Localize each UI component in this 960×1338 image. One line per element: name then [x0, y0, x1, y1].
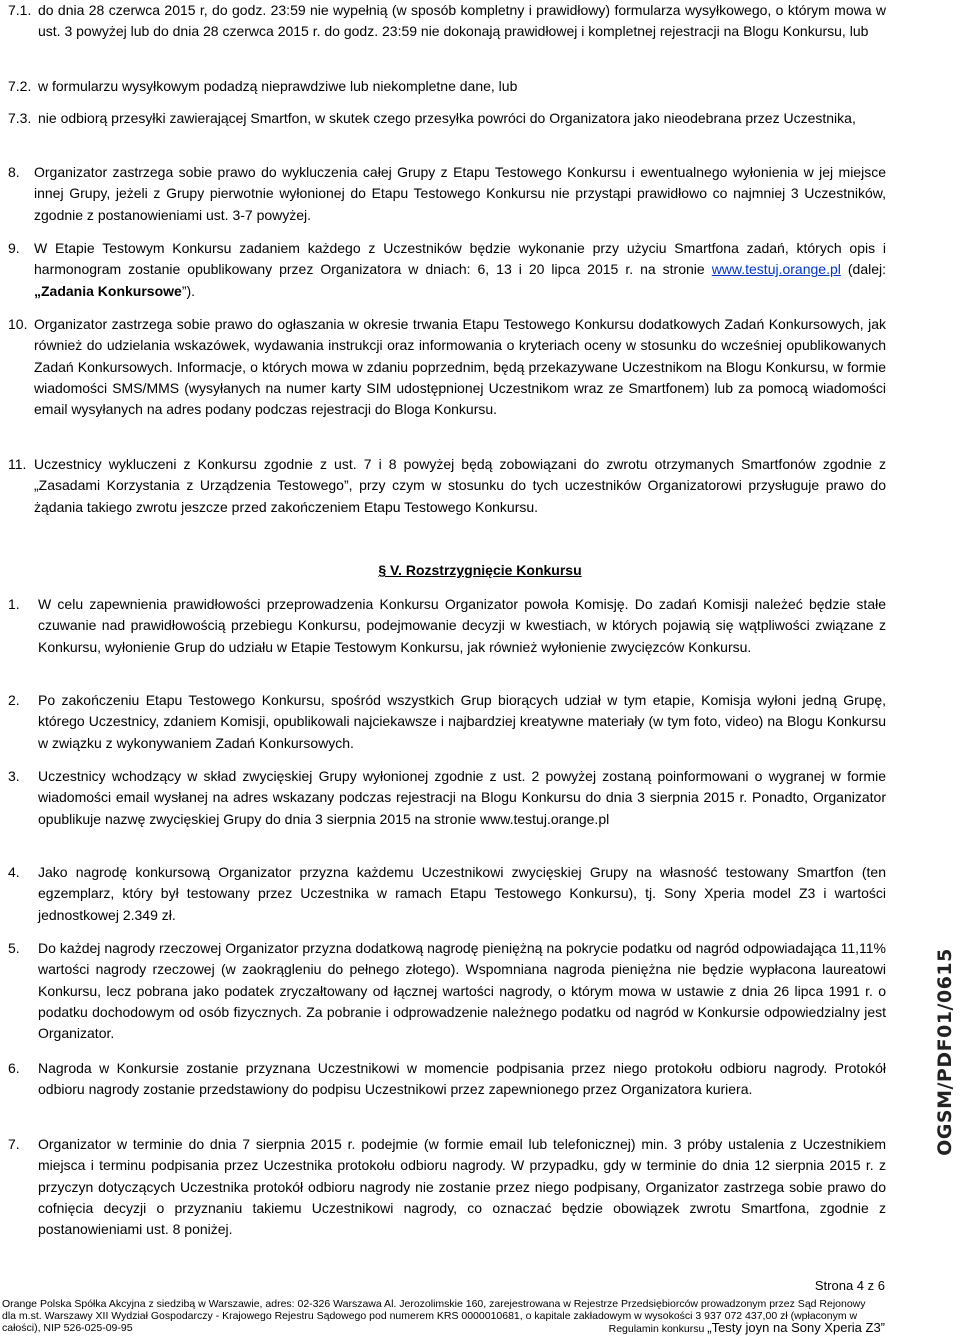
item-number: 7.3. [8, 110, 32, 126]
paragraph-text: Po zakończeniu Etapu Testowego Konkursu, spośród wszystkich Grup biorących udział w tym etapie, Komisja wyłoni jedną Grupę, którego Uczestnicy, zdaniem Komisji, opublikowali najciekawsze i najbardziej kreatywne materiały (w tym foto, video) na Blogu Konkursu w związku z wykonywaniem Zadań Konkursowych. [38, 692, 886, 751]
paragraph-text: Organizator zastrzega sobie prawo do wykluczenia całej Grupy z Etapu Testowego Konkursu i ewentualnego wyłonienia w jej miejsce innej Grupy, jeżeli z Grupy pierwotnie wyłonionej do Etapu Testowego Konkursu nie przystąpi prawidłowo co najmniej 3 Uczestników, zgodnie z postanowieniami ust. 3-7 powyżej. [34, 164, 886, 223]
paragraph-7-2 [38, 76, 886, 97]
footer-company-line-1: Orange Polska Spółka Akcyjna z siedzibą w Warszawie, adres: 02-326 Warszawa Al. Jerozolimskie 160, zarejestrowana w Rejestrze Przedsiębiorców prowadzonym przez Sąd Rejonowy [2, 1298, 866, 1310]
item-number: 7.1. [8, 2, 32, 18]
footer-regulation-title [609, 1320, 885, 1335]
paragraph-text: Organizator w terminie do dnia 7 sierpnia 2015 r. podejmie (w formie email lub telefonicznej) min. 3 próby ustalenia z Uczestnikiem miejsca i terminu podpisania przez Uczestnika protokołu odbioru nagrody. W przypadku, gdy w terminie do dnia 12 sierpnia 2015 r. z przyczyn dotyczących Uczestnika protokół odbioru nagrody nie zostanie przez niego podpisany, Organizator zastrzega sobie prawo do cofnięcia decyzji o przyznaniu takiemu Uczestnikowi nagrody, co oznaczać będzie obowiązek zwrotu Smartfona, zgodnie z postanowieniami ust. 8 poniżej. [38, 1136, 886, 1238]
section-v-paragraph-4 [38, 862, 886, 926]
item-number: 4. [8, 864, 20, 880]
section-v-paragraph-3 [38, 766, 886, 830]
item-number: 9. [8, 240, 20, 256]
paragraph-8 [34, 162, 886, 226]
testuj-link[interactable]: www.testuj.orange.pl [711, 261, 841, 278]
item-number: 5. [8, 940, 20, 956]
paragraph-text: Jako nagrodę konkursową Organizator przyzna każdemu Uczestnikowi zwycięskiej Grupy na własność testowany Smartfon (ten egzemplarz, który był testowany przez Uczestnika w ramach Etapu Testowego Konkursu), tj. Sony Xperia model Z3 i wartości jednostkowej 2.349 zł. [38, 864, 886, 923]
item-number: 10. [8, 316, 28, 332]
paragraph-7-1 [38, 0, 886, 43]
footer-contest-name: „Testy joyn na Sony Xperia Z3” [707, 1320, 885, 1335]
paragraph-7-3 [38, 108, 886, 129]
footer-company-line-2: dla m.st. Warszawy XII Wydział Gospodarczy - Krajowego Rejestru Sądowego pod numerem KRS 0000010681, o kapitale zakładowym w wysokości 3 937 072 437,00 zł (wpłaconym w [2, 1310, 858, 1322]
document-code-stamp: OGSM/PDF01/0615 [934, 948, 956, 1156]
paragraph-text: nie odbiorą przesyłki zawierającej Smartfon, w skutek czego przesyłka powróci do Organizatora jako nieodebrana przez Uczestnika, [38, 110, 856, 126]
item-number: 3. [8, 768, 20, 784]
paragraph-11 [34, 454, 886, 518]
paragraph-text: do dnia 28 czerwca 2015 r, do godz. 23:59 nie wypełnią (w sposób kompletny i prawidłowy) formularza wysyłkowego, o którym mowa w ust. 3 powyżej lub do dnia 28 czerwca 2015 r. do godz. 23:59 nie dokonają prawidłowej i kompletnej rejestracji na Blogu Konkursu, lub [38, 2, 886, 40]
section-v-paragraph-5 [38, 938, 886, 1044]
paragraph-text: W Etapie Testowym Konkursu zadaniem każdego z Uczestników będzie wykonanie przy użyciu Smartfona zadań, których opis i harmonogram zostanie opublikowany przez Organizatora w dniach: 6, 13 i 20 lipca 2015 r. na stronie [34, 240, 886, 278]
section-v-paragraph-2 [38, 690, 886, 754]
page-number: Strona 4 z 6 [814, 1278, 885, 1293]
item-number: 1. [8, 596, 20, 612]
footer-company-line-3: całości), NIP 526-025-09-95 [2, 1322, 133, 1334]
footer-regulation-label: Regulamin konkursu [608, 1323, 708, 1335]
paragraph-text: W celu zapewnienia prawidłowości przeprowadzenia Konkursu Organizator powoła Komisję. Do zadań Komisji należeć będzie stałe czuwanie nad prawidłowością przebiegu Konkursu, podejmowanie decyzji w kwestiach, w których pojawią się wątpliwości związane z Konkursu, wyłonienie Grup do udziału w Etapie Testowym Konkursu, jak również wyłonienie zwycięzców Konkursu. [38, 596, 886, 655]
paragraph-9 [34, 238, 886, 302]
paragraph-text: Nagroda w Konkursie zostanie przyznana Uczestnikowi w momencie podpisania przez niego protokołu odbioru nagrody. Protokół odbioru nagrody zostanie przedstawiony do podpisu Uczestnikowi przez zapewnionego przez Organizatora kuriera. [38, 1060, 886, 1098]
paragraph-text-end: ”). [181, 282, 196, 299]
paragraph-text: Uczestnicy wchodzący w skład zwycięskiej Grupy wyłonionej zgodnie z ust. 2 powyżej zostaną poinformowani o wygranej w formie wiadomości email wysłanej na adres wskazany podczas rejestracji na Blogu Konkursu do dnia 3 sierpnia 2015 r. Ponadto, Organizator opublikuje nazwę zwycięskiej Grupy do dnia 3 sierpnia 2015 na stronie www.testuj.orange.pl [38, 768, 886, 827]
item-number: 7. [8, 1136, 20, 1152]
section-v-paragraph-6 [38, 1058, 886, 1101]
paragraph-text: Do każdej nagrody rzeczowej Organizator przyzna dodatkową nagrodę pieniężną na pokrycie podatku od nagród odpowiadająca 11,11% wartości nagrody rzeczowej (w zaokrągleniu do pełnego złotego). Wspomniana nagroda pieniężna nie będzie wypłacona laureatowi Konkursu, lecz pobrana jako podatek zryczałtowany od łącznej wartości nagrody, o którym mowa w ustawie z dnia 26 lipca 1991 r. o podatku dochodowym od osób fizycznych. Za pobranie i odprowadzenie należnego podatku od nagród w Konkursie odpowiedzialny jest Organizator. [38, 940, 886, 1042]
item-number: 2. [8, 692, 20, 708]
section-v-paragraph-7 [38, 1134, 886, 1240]
paragraph-10 [34, 314, 886, 420]
item-number: 8. [8, 164, 20, 180]
paragraph-text: w formularzu wysyłkowym podadzą nieprawdziwe lub niekompletne dane, lub [38, 78, 518, 94]
paragraph-text-after-link: (dalej: [840, 261, 886, 278]
paragraph-text: Organizator zastrzega sobie prawo do ogłaszania w okresie trwania Etapu Testowego Konkursu dodatkowych Zadań Konkursowych, jak również do udzielania wskazówek, wydawania instrukcji oraz informowania o kryteriach oceny w stosunku do wcześniej opublikowanych Zadań Konkursowych. Informacje, o których mowa w zdaniu poprzednim, będą przekazywane Uczestnikom na Blogu Konkursu, w formie wiadomości SMS/MMS (wysyłanych na numer karty SIM udostępnionej Uczestnikom wraz ze Smartfonem) lub za pomocą wiadomości email wysyłanych na adres podany podczas rejestracji do Bloga Konkursu. [34, 316, 886, 418]
paragraph-text: Uczestnicy wykluczeni z Konkursu zgodnie z ust. 7 i 8 powyżej będą zobowiązani do zwrotu otrzymanych Smartfonów zgodnie z „Zasadami Korzystania z Urządzenia Testowego”, przy czym w stosunku do tych uczestników Organizatorowi przysługuje prawo do żądania takiego zwrotu jeszcze przed zakończeniem Etapu Testowego Konkursu. [34, 456, 886, 515]
item-number: 6. [8, 1060, 20, 1076]
bold-term: „Zadania Konkursowe [34, 282, 182, 299]
item-number: 7.2. [8, 78, 32, 94]
section-v-paragraph-1 [38, 594, 886, 658]
item-number: 11. [8, 456, 27, 472]
section-heading: § V. Rozstrzygnięcie Konkursu [378, 562, 582, 578]
